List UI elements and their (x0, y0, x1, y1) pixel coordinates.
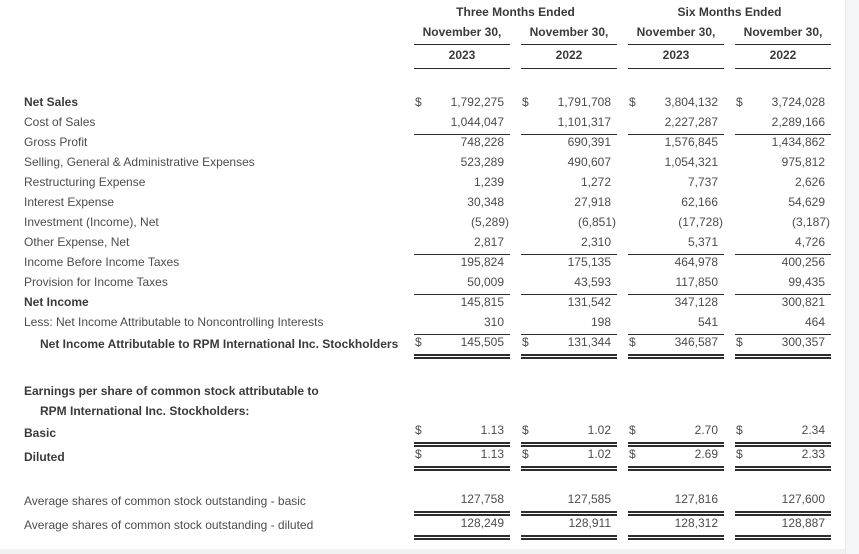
empty-sign-cell (735, 134, 751, 154)
value-cell: (17,728) (678, 215, 723, 229)
value-cell: 7,737 (687, 175, 718, 189)
empty-cell (24, 44, 414, 68)
column-gap (617, 254, 628, 274)
column-gap (724, 383, 735, 403)
value-cell (430, 403, 510, 423)
dollar-sign: $ (522, 95, 529, 109)
row-label: Average shares of common stock outstanding - basic (24, 494, 306, 508)
empty-sign-cell (735, 114, 751, 134)
empty-sign-cell (628, 234, 644, 254)
dollar-sign: $ (415, 95, 422, 109)
empty-sign-cell (521, 254, 537, 274)
empty-sign-cell (414, 513, 430, 537)
empty-cell (24, 2, 414, 22)
income-statement-table (24, 2, 831, 540)
value-cell: 347,128 (674, 295, 718, 309)
empty-sign-cell (414, 403, 430, 423)
value-cell: 346,587 (644, 334, 724, 356)
value-cell: 128,887 (751, 513, 831, 537)
table-row (24, 492, 831, 514)
value-cell (430, 383, 510, 403)
empty-sign-cell (521, 214, 537, 234)
empty-sign-cell (414, 214, 430, 234)
value-cell: 3,804,132 (664, 95, 718, 109)
table-row (24, 114, 831, 134)
value-cell: (5,289) (470, 215, 509, 229)
column-gap (724, 403, 735, 423)
value-cell: 128,249 (430, 513, 510, 537)
value-cell: 300,821 (781, 295, 826, 309)
dollar-sign: $ (735, 334, 751, 356)
value-cell: 27,918 (574, 195, 611, 209)
column-gap (510, 94, 521, 114)
value-cell (751, 403, 831, 423)
column-gap (724, 445, 735, 469)
date-header-col2: November 30, (521, 22, 617, 44)
empty-sign-cell (521, 492, 537, 514)
six-months-ended-header: Six Months Ended (677, 5, 782, 19)
value-cell: 1,792,275 (450, 95, 504, 109)
date-header-col4: November 30, (735, 22, 831, 44)
table-row (24, 254, 831, 274)
value-cell: 2,626 (795, 175, 826, 189)
empty-sign-cell (735, 214, 751, 234)
right-gutter (845, 0, 859, 554)
column-gap (510, 294, 521, 314)
empty-sign-cell (628, 492, 644, 514)
column-gap (510, 214, 521, 234)
empty-sign-cell (628, 294, 644, 314)
column-gap (617, 403, 628, 423)
value-cell: 748,228 (460, 135, 504, 149)
three-months-ended-header: Three Months Ended (456, 5, 575, 19)
empty-sign-cell (414, 254, 430, 274)
column-gap (617, 174, 628, 194)
dollar-sign: $ (521, 445, 537, 469)
column-gap (510, 44, 521, 68)
value-cell: 2,289,166 (751, 114, 831, 134)
column-gap (510, 22, 521, 44)
empty-sign-cell (521, 513, 537, 537)
empty-sign-cell (414, 134, 430, 154)
value-cell: 2.70 (644, 423, 724, 445)
column-gap (724, 423, 735, 445)
column-gap (617, 194, 628, 214)
value-cell (644, 383, 724, 403)
empty-sign-cell (521, 134, 537, 154)
column-gap (617, 334, 628, 356)
empty-sign-cell (735, 513, 751, 537)
empty-sign-cell (628, 174, 644, 194)
column-gap (724, 314, 735, 334)
row-label: Average shares of common stock outstanding - diluted (24, 518, 314, 532)
empty-sign-cell (521, 274, 537, 294)
bottom-gutter (0, 549, 845, 554)
value-cell: 1,791,708 (557, 95, 611, 109)
column-gap (617, 294, 628, 314)
row-label: Other Expense, Net (24, 235, 130, 249)
spacer-cell (24, 356, 831, 383)
empty-sign-cell (735, 383, 751, 403)
column-gap (617, 513, 628, 537)
column-gap (510, 334, 521, 356)
table-row (24, 383, 831, 403)
year-header-col4: 2022 (735, 44, 831, 68)
empty-sign-cell (414, 314, 430, 334)
value-cell: 523,289 (460, 155, 504, 169)
table-row (24, 403, 831, 423)
value-cell: 54,629 (788, 195, 826, 209)
column-gap (724, 334, 735, 356)
value-cell: 1,272 (580, 175, 611, 189)
dollar-sign: $ (414, 445, 430, 469)
empty-sign-cell (628, 134, 644, 154)
date-header-col3: November 30, (628, 22, 724, 44)
value-cell: 310 (430, 314, 510, 334)
dollar-sign: $ (414, 334, 430, 356)
column-gap (724, 154, 735, 174)
value-cell: 1,434,862 (771, 135, 826, 149)
column-gap (510, 314, 521, 334)
value-cell: 2,817 (430, 234, 510, 254)
empty-sign-cell (735, 274, 751, 294)
empty-sign-cell (628, 214, 644, 234)
row-label: Net Income (24, 295, 89, 309)
dollar-sign: $ (414, 423, 430, 445)
value-cell: 2.33 (751, 445, 831, 469)
empty-sign-cell (628, 383, 644, 403)
column-gap (617, 94, 628, 114)
empty-sign-cell (521, 114, 537, 134)
value-cell: 1,054,321 (664, 155, 718, 169)
table-row (24, 423, 831, 445)
value-cell: 2.34 (751, 423, 831, 445)
column-gap (724, 294, 735, 314)
value-cell: 128,312 (644, 513, 724, 537)
empty-sign-cell (521, 234, 537, 254)
empty-sign-cell (414, 294, 430, 314)
value-cell: 127,758 (430, 492, 510, 514)
value-cell: 2,227,287 (644, 114, 724, 134)
value-cell (751, 383, 831, 403)
empty-sign-cell (735, 314, 751, 334)
value-cell: 131,344 (537, 334, 617, 356)
empty-sign-cell (521, 174, 537, 194)
column-gap (510, 154, 521, 174)
value-cell (644, 403, 724, 423)
column-gap (617, 445, 628, 469)
empty-sign-cell (521, 383, 537, 403)
value-cell: 1,044,047 (430, 114, 510, 134)
period-group-row (24, 2, 831, 22)
table-row (24, 294, 831, 314)
dollar-sign: $ (628, 445, 644, 469)
value-cell: 541 (644, 314, 724, 334)
column-gap (617, 314, 628, 334)
table-row (24, 94, 831, 114)
empty-sign-cell (414, 383, 430, 403)
column-gap (510, 423, 521, 445)
value-cell: 198 (537, 314, 617, 334)
value-cell: 5,371 (644, 234, 724, 254)
dollar-sign: $ (735, 445, 751, 469)
column-gap (724, 134, 735, 154)
dollar-sign: $ (628, 423, 644, 445)
column-gap (724, 174, 735, 194)
value-cell: 4,726 (751, 234, 831, 254)
value-cell: 464 (751, 314, 831, 334)
value-cell: 3,724,028 (771, 95, 826, 109)
value-cell: 2.69 (644, 445, 724, 469)
column-gap (617, 114, 628, 134)
year-header-col2: 2022 (521, 44, 617, 68)
row-label: Cost of Sales (24, 115, 96, 129)
column-gap (724, 254, 735, 274)
column-gap (510, 383, 521, 403)
value-cell: 127,600 (751, 492, 831, 514)
empty-sign-cell (735, 154, 751, 174)
value-cell: 99,435 (751, 274, 831, 294)
dollar-sign: $ (735, 423, 751, 445)
column-gap (510, 274, 521, 294)
column-gap (724, 274, 735, 294)
row-label: Provision for Income Taxes (24, 275, 168, 289)
row-label: Investment (Income), Net (24, 215, 159, 229)
spacer-cell (24, 469, 831, 492)
value-cell: 127,816 (644, 492, 724, 514)
table-row (24, 194, 831, 214)
value-cell: 690,391 (567, 135, 611, 149)
dollar-sign: $ (521, 334, 537, 356)
column-gap (510, 134, 521, 154)
dollar-sign: $ (628, 334, 644, 356)
row-label: Interest Expense (24, 195, 115, 209)
row-label: Restructuring Expense (24, 175, 146, 189)
table-row (24, 234, 831, 254)
table-row (24, 154, 831, 174)
value-cell: 50,009 (430, 274, 510, 294)
date-header-col1: November 30, (414, 22, 510, 44)
value-cell: 145,505 (430, 334, 510, 356)
empty-sign-cell (735, 174, 751, 194)
row-label: Selling, General & Administrative Expenses (24, 155, 255, 169)
dollar-sign: $ (521, 423, 537, 445)
column-gap (617, 383, 628, 403)
column-gap (510, 174, 521, 194)
dollar-sign: $ (736, 95, 743, 109)
date-header-row (24, 22, 831, 44)
value-cell: (3,187) (792, 215, 831, 229)
empty-cell (24, 22, 414, 44)
value-cell: 400,256 (781, 255, 826, 269)
value-cell: (6,851) (577, 215, 616, 229)
empty-sign-cell (414, 492, 430, 514)
table-row (24, 214, 831, 234)
empty-sign-cell (628, 154, 644, 174)
value-cell: 195,824 (460, 255, 504, 269)
column-gap (617, 274, 628, 294)
row-label: Earnings per share of common stock attributable to (24, 384, 319, 398)
column-gap (724, 513, 735, 537)
row-label: Gross Profit (24, 135, 88, 149)
empty-sign-cell (414, 274, 430, 294)
row-label: RPM International Inc. Stockholders: (40, 404, 250, 418)
empty-sign-cell (521, 403, 537, 423)
column-gap (724, 22, 735, 44)
value-cell: 1.13 (430, 445, 510, 469)
column-gap (617, 134, 628, 154)
row-label: Income Before Income Taxes (24, 255, 180, 269)
table-row (24, 314, 831, 334)
empty-sign-cell (735, 254, 751, 274)
spacer-row (24, 68, 831, 94)
value-cell: 62,166 (681, 195, 718, 209)
value-cell (537, 383, 617, 403)
table-row (24, 274, 831, 294)
empty-sign-cell (414, 234, 430, 254)
value-cell: 2,310 (537, 234, 617, 254)
empty-sign-cell (735, 492, 751, 514)
column-gap (617, 44, 628, 68)
empty-sign-cell (414, 114, 430, 134)
empty-sign-cell (628, 403, 644, 423)
empty-sign-cell (628, 114, 644, 134)
empty-sign-cell (521, 314, 537, 334)
table-row (24, 134, 831, 154)
column-gap (510, 234, 521, 254)
empty-sign-cell (628, 513, 644, 537)
column-gap (510, 194, 521, 214)
column-gap (724, 94, 735, 114)
empty-sign-cell (414, 194, 430, 214)
value-cell: 1,101,317 (537, 114, 617, 134)
empty-sign-cell (628, 254, 644, 274)
column-gap (617, 423, 628, 445)
column-gap (510, 403, 521, 423)
column-gap (724, 44, 735, 68)
spacer-row (24, 356, 831, 383)
value-cell: 127,585 (537, 492, 617, 514)
column-gap (617, 2, 628, 22)
table-header (24, 2, 831, 68)
column-gap (510, 513, 521, 537)
value-cell (537, 403, 617, 423)
empty-sign-cell (628, 194, 644, 214)
column-gap (510, 114, 521, 134)
value-cell: 117,850 (644, 274, 724, 294)
column-gap (617, 154, 628, 174)
dollar-sign: $ (629, 95, 636, 109)
column-gap (724, 492, 735, 514)
row-label: Net Income Attributable to RPM International Inc. Stockholders (40, 337, 399, 351)
row-label: Basic (24, 425, 57, 440)
empty-sign-cell (628, 274, 644, 294)
value-cell: 128,911 (537, 513, 617, 537)
year-header-col3: 2023 (628, 44, 724, 68)
year-header-row (24, 44, 831, 68)
empty-sign-cell (735, 403, 751, 423)
table-row (24, 445, 831, 469)
column-gap (617, 214, 628, 234)
value-cell: 1.02 (537, 423, 617, 445)
column-gap (724, 114, 735, 134)
column-gap (617, 22, 628, 44)
row-label: Diluted (24, 449, 65, 464)
value-cell: 1.02 (537, 445, 617, 469)
empty-sign-cell (628, 314, 644, 334)
empty-sign-cell (735, 294, 751, 314)
empty-sign-cell (735, 194, 751, 214)
column-gap (617, 492, 628, 514)
value-cell: 300,357 (751, 334, 831, 356)
column-gap (510, 492, 521, 514)
table-row (24, 334, 831, 356)
year-header-col1: 2023 (414, 44, 510, 68)
column-gap (510, 445, 521, 469)
spacer-row (24, 469, 831, 492)
spacer-cell (24, 68, 831, 94)
empty-sign-cell (521, 294, 537, 314)
value-cell: 145,815 (460, 295, 504, 309)
value-cell: 131,542 (567, 295, 611, 309)
column-gap (617, 234, 628, 254)
value-cell: 464,978 (674, 255, 718, 269)
empty-sign-cell (521, 194, 537, 214)
value-cell: 1,239 (473, 175, 504, 189)
column-gap (724, 214, 735, 234)
value-cell: 1,576,845 (664, 135, 718, 149)
empty-sign-cell (521, 154, 537, 174)
value-cell: 175,135 (567, 255, 611, 269)
value-cell: 490,607 (567, 155, 611, 169)
value-cell: 1.13 (430, 423, 510, 445)
value-cell: 43,593 (537, 274, 617, 294)
table-row (24, 513, 831, 537)
empty-sign-cell (414, 154, 430, 174)
column-gap (510, 254, 521, 274)
value-cell: 30,348 (467, 195, 504, 209)
row-label: Less: Net Income Attributable to Noncontrolling Interests (24, 315, 324, 329)
column-gap (724, 234, 735, 254)
value-cell: 975,812 (781, 155, 826, 169)
table-row (24, 174, 831, 194)
empty-sign-cell (735, 234, 751, 254)
row-label: Net Sales (24, 95, 79, 109)
empty-sign-cell (414, 174, 430, 194)
table-body (24, 68, 831, 537)
column-gap (724, 194, 735, 214)
